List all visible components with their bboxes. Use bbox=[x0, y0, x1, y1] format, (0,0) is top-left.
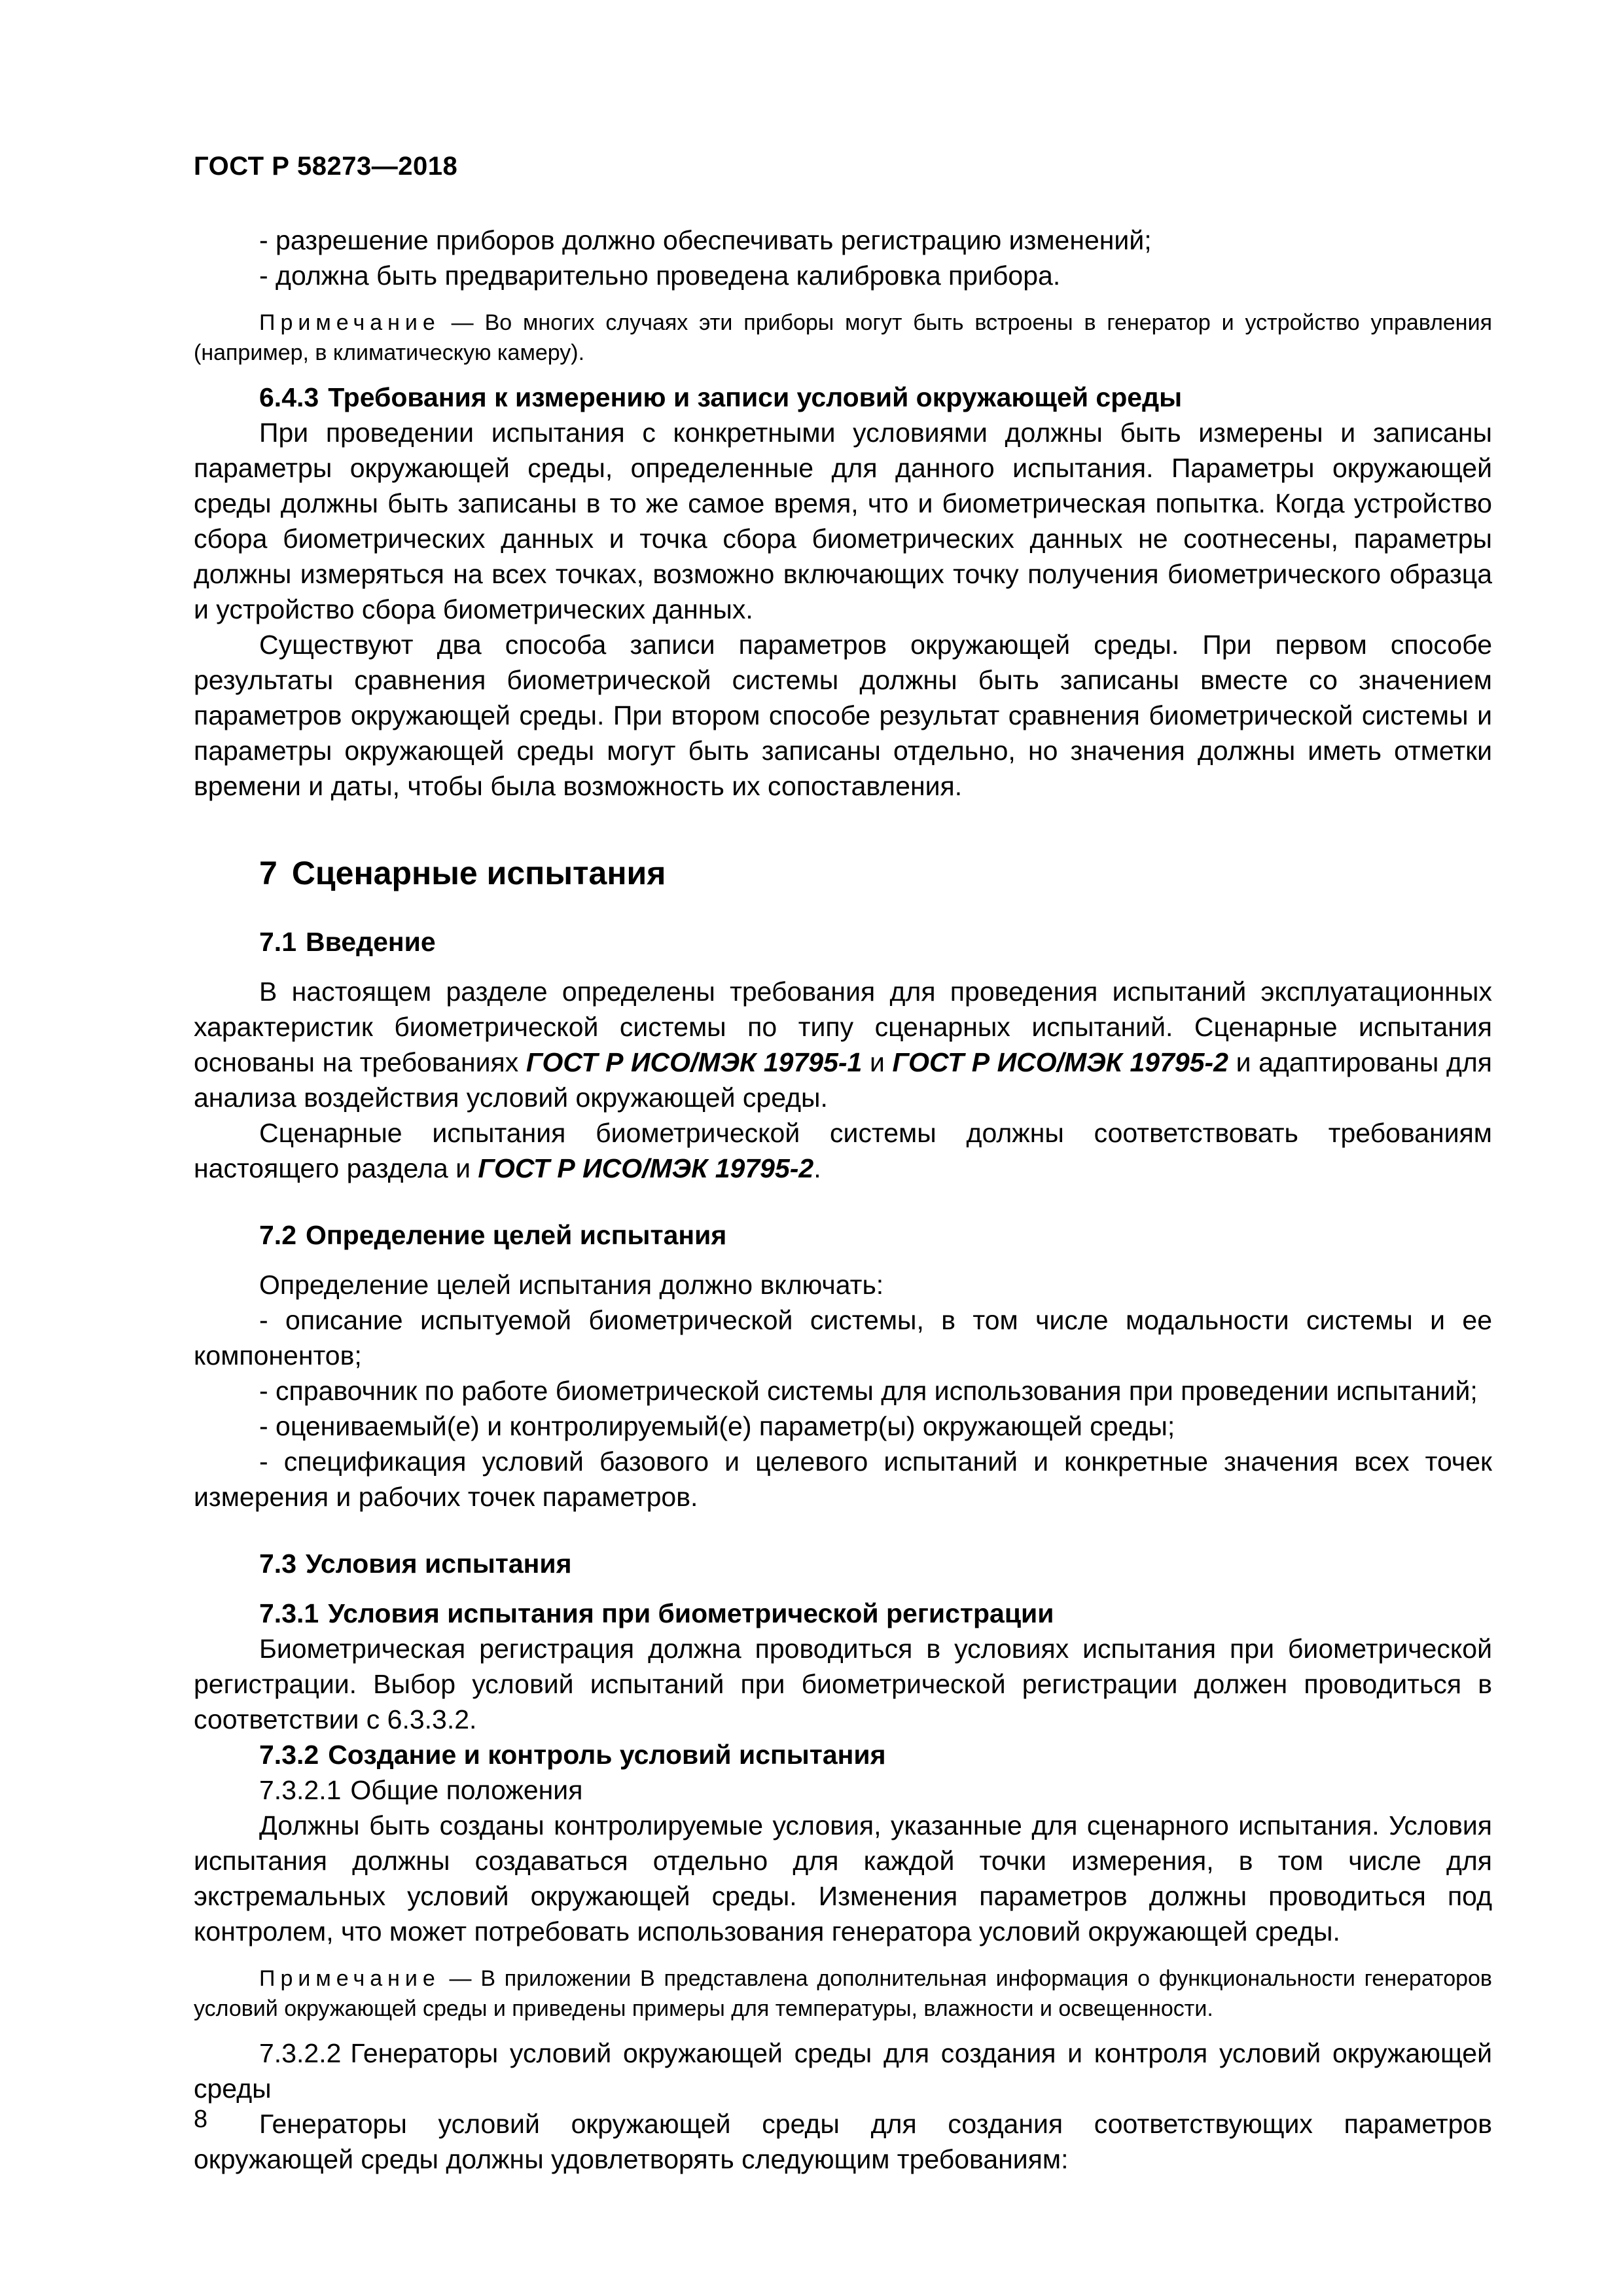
list-item: - должна быть предварительно проведена калибровка прибора. bbox=[259, 260, 1061, 291]
section-title: Генераторы условий окружающей среды для создания и контроля условий окружающей среды bbox=[194, 2038, 1492, 2104]
list-item: - разрешение приборов должно обеспечивать регистрацию изменений; bbox=[259, 225, 1152, 255]
list-item: - оцениваемый(е) и контролируемый(е) параметр(ы) окружающей среды; bbox=[259, 1411, 1175, 1441]
section-number: 7.3.2.2 bbox=[259, 2038, 342, 2068]
text-run: и адаптированы для анализа воздействия условий окружающей среды. bbox=[194, 1047, 1493, 1113]
section-heading-6-4-3 bbox=[194, 380, 1492, 415]
paragraph bbox=[194, 1115, 1492, 1186]
note bbox=[194, 1964, 1492, 2024]
section-title: Условия испытания при биометрической регистрации bbox=[328, 1598, 1054, 1628]
note-label: Примечание bbox=[259, 1966, 440, 1991]
section-number: 7.3.2 bbox=[259, 1740, 319, 1770]
text-run: В настоящем разделе определены требования для проведения испытаний эксплуатационных характеристик биометрической системы по типу сценарных испытаний. Сценарные испытания основаны на требованиях bbox=[194, 977, 1492, 1077]
section-number: 7 bbox=[259, 855, 277, 891]
page-number: 8 bbox=[194, 2106, 208, 2133]
paragraph: Существуют два способа записи параметров окружающей среды. При первом способе результаты сравнения биометрической системы должны быть записаны вместе со значением параметров окружающей среды. При втором способе результат сравнения биометрической системы и параметры окружающей среды могут быть записаны отдельно, но значения должны иметь отметки времени и даты, чтобы была возможность их сопоставления. bbox=[194, 630, 1492, 801]
section-title: Создание и контроль условий испытания bbox=[328, 1740, 886, 1770]
section-title: Определение целей испытания bbox=[306, 1220, 727, 1250]
paragraph bbox=[194, 974, 1492, 1115]
paragraph: Определение целей испытания должно включать: bbox=[259, 1270, 884, 1300]
document-code: ГОСТ Р 58273—2018 bbox=[194, 152, 458, 181]
paragraph: При проведении испытания с конкретными условиями должны быть измерены и записаны параметры окружающей среды, определенные для данного испытания. Параметры окружающей среды должны быть записаны в то же самое время, что и биометрическая попытка. Когда устройство сбора биометрических данных и точка сбора биометрических данных не соотнесены, параметры должны измеряться на всех точках, возможно включающих точку получения биометрического образца и устройство сбора биометрических данных. bbox=[194, 418, 1492, 624]
note-text: — В приложении В представлена дополнительная информация о функциональности генераторов условий окружающей среды и приведены примеры для температуры, влажности и освещенности. bbox=[194, 1966, 1492, 2021]
section-number: 7.3.1 bbox=[259, 1598, 319, 1628]
paragraph: Должны быть созданы контролируемые условия, указанные для сценарного испытания. Условия испытания должны создаваться отдельно для каждой точки измерения, в том числе для экстремальных условий окружающей среды. Изменения параметров должны проводиться под контролем, что может потребовать использования генератора условий окружающей среды. bbox=[194, 1810, 1492, 1946]
section-heading-7-3-1 bbox=[194, 1596, 1492, 1631]
section-heading-7-3-2 bbox=[194, 1737, 1492, 1772]
list-item: - спецификация условий базового и целевого испытаний и конкретные значения всех точек измерения и рабочих точек параметров. bbox=[194, 1446, 1492, 1512]
section-heading-7-3-2-1 bbox=[194, 1772, 1492, 1808]
section-heading-7-1 bbox=[194, 924, 1492, 960]
text-run: и bbox=[862, 1047, 893, 1077]
standard-reference: ГОСТ Р ИСО/МЭК 19795-1 bbox=[526, 1047, 863, 1077]
section-heading-7-2 bbox=[194, 1217, 1492, 1253]
page-content bbox=[194, 223, 1492, 2177]
text-run: . bbox=[813, 1153, 821, 1183]
note-text: — Во многих случаях эти приборы могут быть встроены в генератор и устройство управления (например, в климатическую камеру). bbox=[194, 310, 1492, 365]
section-title: Сценарные испытания bbox=[291, 855, 666, 891]
section-heading-7-3-2-2 bbox=[194, 2036, 1492, 2106]
paragraph: Генераторы условий окружающей среды для создания соответствующих параметров окружающей среды должны удовлетворять следующим требованиям: bbox=[194, 2109, 1492, 2174]
section-number: 7.3 bbox=[259, 1549, 296, 1579]
standard-reference: ГОСТ Р ИСО/МЭК 19795-2 bbox=[892, 1047, 1228, 1077]
section-number: 7.2 bbox=[259, 1220, 296, 1250]
note bbox=[194, 308, 1492, 368]
section-title: Введение bbox=[306, 927, 436, 957]
section-title: Условия испытания bbox=[306, 1549, 572, 1579]
section-number: 7.3.2.1 bbox=[259, 1775, 342, 1805]
list-item: - справочник по работе биометрической системы для использования при проведении испытаний; bbox=[259, 1376, 1478, 1406]
list-item: - описание испытуемой биометрической системы, в том числе модальности системы и ее компонентов; bbox=[194, 1305, 1492, 1371]
section-number: 6.4.3 bbox=[259, 382, 319, 412]
section-heading-7-3 bbox=[194, 1546, 1492, 1581]
note-label: Примечание bbox=[259, 310, 440, 335]
section-heading-7 bbox=[194, 852, 1492, 894]
section-title: Общие положения bbox=[350, 1775, 583, 1805]
paragraph: Биометрическая регистрация должна проводиться в условиях испытания при биометрической регистрации. Выбор условий испытаний при биометрической регистрации должен проводиться в соответствии с 6.3.3.2. bbox=[194, 1634, 1492, 1734]
section-title: Требования к измерению и записи условий окружающей среды bbox=[328, 382, 1183, 412]
text-run: Сценарные испытания биометрической системы должны соответствовать требованиям настоящего раздела и bbox=[194, 1118, 1492, 1183]
section-number: 7.1 bbox=[259, 927, 296, 957]
standard-reference: ГОСТ Р ИСО/МЭК 19795-2 bbox=[478, 1153, 814, 1183]
